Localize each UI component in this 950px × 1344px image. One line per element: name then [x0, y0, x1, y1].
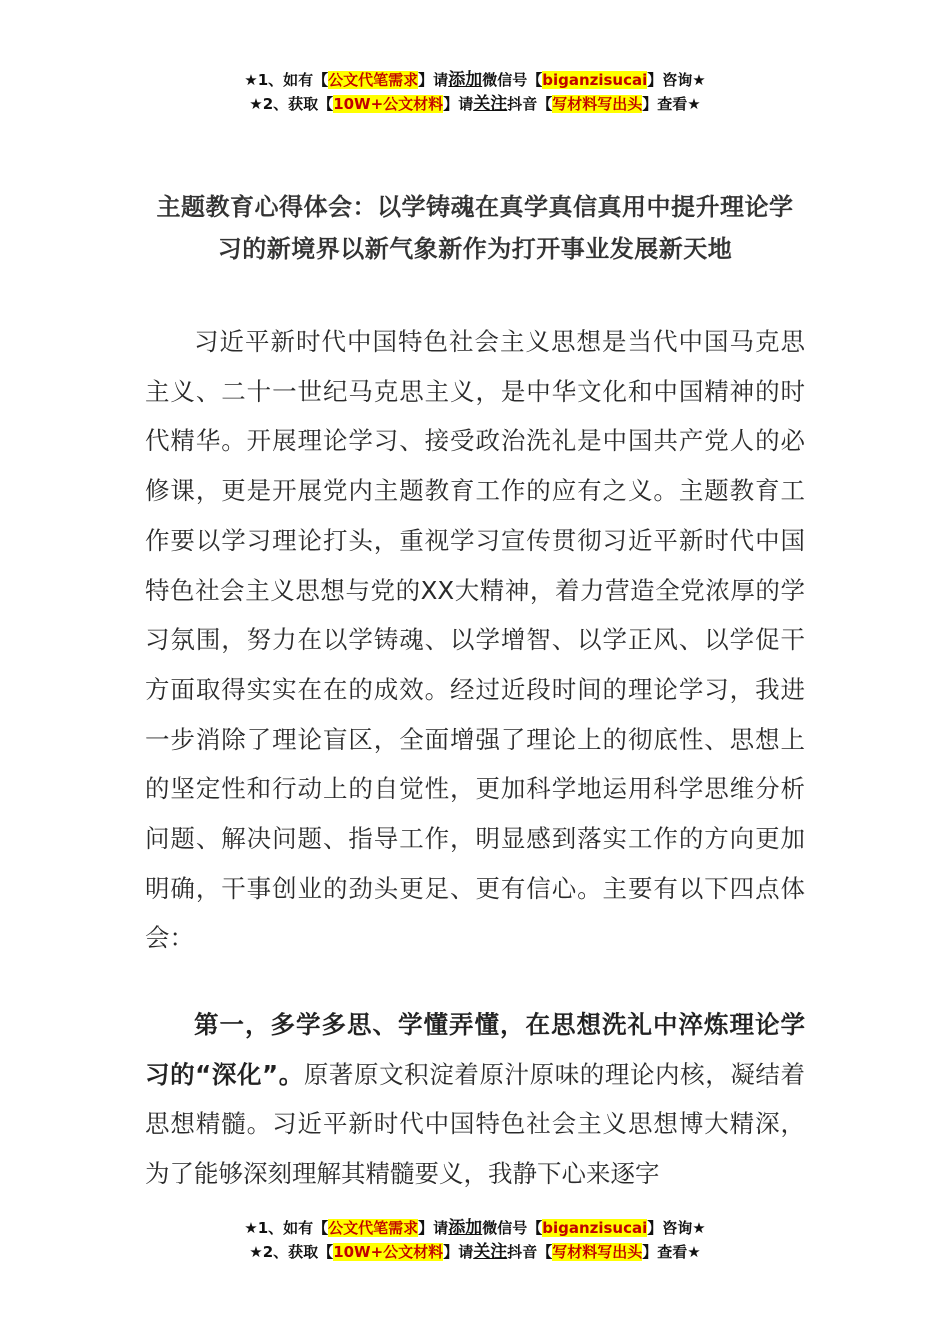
banner-underline: 添加	[448, 70, 483, 90]
banner-line-2	[0, 1240, 950, 1264]
banner-text: 】请	[418, 71, 449, 89]
banner-highlight: 10W+公文材料	[333, 1243, 444, 1261]
banner-highlight: 10W+公文材料	[333, 95, 444, 113]
footer-banner	[0, 1216, 950, 1264]
banner-highlight: biganzisucai	[542, 1219, 648, 1237]
document-title: 主题教育心得体会：以学铸魂在真学真信真用中提升理论学习的新境界以新气象新作为打开事业发展新天地	[156, 193, 794, 263]
banner-text: 微信号【	[482, 71, 543, 89]
banner-line-2	[0, 92, 950, 116]
header-banner	[0, 68, 950, 116]
banner-text: ★2、获取【	[249, 1243, 334, 1261]
paragraph-1-text: 习近平新时代中国特色社会主义思想是当代中国马克思主义、二十一世纪马克思主义，是中华文化和中国精神的时代精华。开展理论学习、接受政治洗礼是中国共产党人的必修课，更是开展党内主题教育工作的应有之义。主题教育工作要以学习理论打头，重视学习宣传贯彻习近平新时代中国特色社会主义思想与党的XX大精神，着力营造全党浓厚的学习氛围，努力在以学铸魂、以学增智、以学正风、以学促干方面取得实实在在的成效。经过近段时间的理论学习，我进一步消除了理论盲区，全面增强了理论上的彻底性、思想上的坚定性和行动上的自觉性，更加科学地运用科学思维分析问题、解决问题、指导工作，明显感到落实工作的方向更加明确，干事创业的劲头更足、更有信心。主要有以下四点体会：	[145, 327, 805, 953]
banner-underline: 关注	[473, 94, 508, 114]
paragraph-2-body: 原著原文积淀着原汁原味的理论内核，凝结着思想精髓。习近平新时代中国特色社会主义思想博大精深，为了能够深刻理解其精髓要义，我静下心来逐字	[145, 1059, 805, 1189]
paragraph-2-heading: 第一，多学多思、学懂弄懂，在思想洗礼中淬炼理论学习的“深化”。	[145, 1010, 805, 1089]
banner-text: ★2、获取【	[249, 95, 334, 113]
banner-text: 】查看★	[642, 95, 701, 113]
banner-highlight: 公文代笔需求	[328, 1219, 419, 1237]
banner-text: ★1、如有【	[244, 1219, 329, 1237]
banner-underline: 关注	[473, 1242, 508, 1262]
banner-line-1	[0, 68, 950, 92]
banner-line-1	[0, 1216, 950, 1240]
banner-underline: 添加	[448, 1218, 483, 1238]
banner-text: 】咨询★	[647, 71, 706, 89]
banner-highlight: biganzisucai	[542, 71, 648, 89]
banner-text: 抖音【	[507, 1243, 553, 1261]
paragraph-1	[145, 317, 805, 963]
banner-highlight: 写材料写出头	[552, 95, 643, 113]
banner-text: 】请	[418, 1219, 449, 1237]
banner-text: 】请	[443, 1243, 474, 1261]
banner-text: 】咨询★	[647, 1219, 706, 1237]
banner-highlight: 公文代笔需求	[328, 71, 419, 89]
banner-text: 】请	[443, 95, 474, 113]
banner-text: 抖音【	[507, 95, 553, 113]
paragraph-2-text	[145, 1000, 805, 1199]
banner-highlight: 写材料写出头	[552, 1243, 643, 1261]
banner-text: 】查看★	[642, 1243, 701, 1261]
paragraph-2	[145, 1000, 805, 1199]
banner-text: 微信号【	[482, 1219, 543, 1237]
banner-text: ★1、如有【	[244, 71, 329, 89]
